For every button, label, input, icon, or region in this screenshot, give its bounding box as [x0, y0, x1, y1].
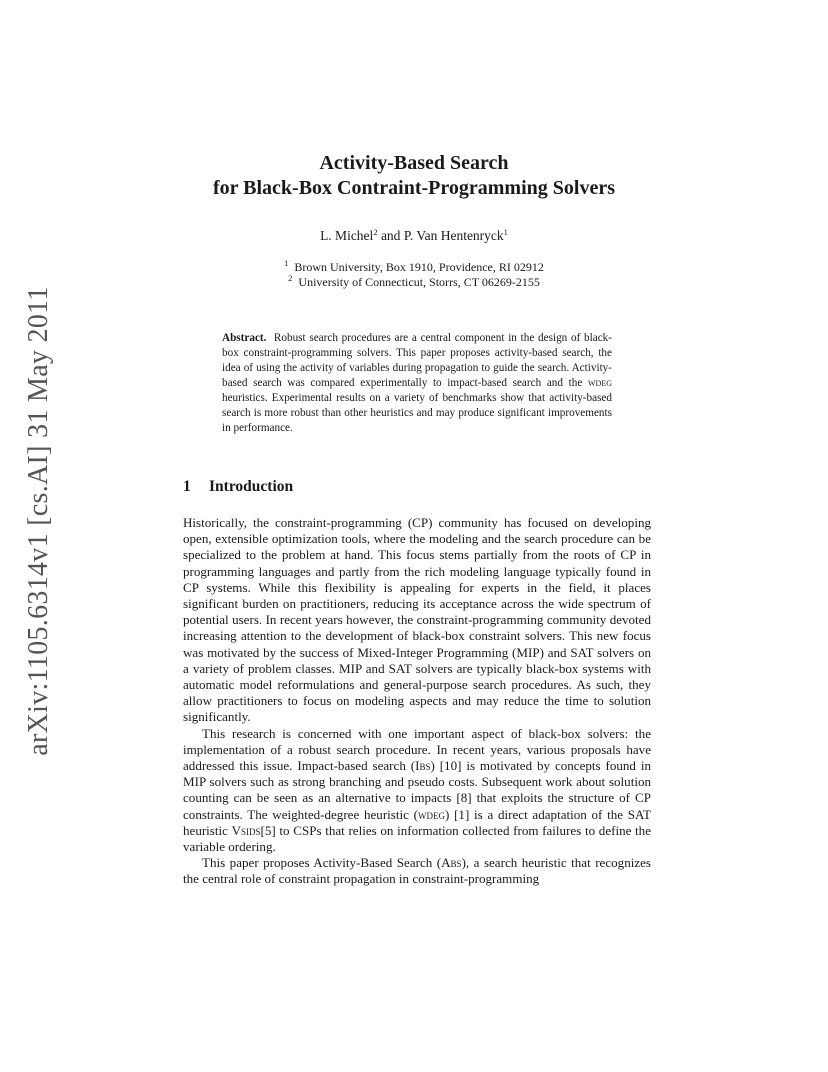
- affiliation-2: [0, 274, 828, 290]
- p2-text-a: This research is concerned with one important aspect of black-box solvers: the implementation of a robust search procedure. In recent years, various proposals have addressed this issue. Impact-based search (: [183, 725, 651, 774]
- p3-text-a: This paper proposes Activity-Based Search (: [202, 855, 442, 871]
- author-1: L. Michel: [320, 228, 374, 243]
- p2-ibs: Ibs: [415, 758, 431, 774]
- arxiv-side-identifier: [23, 286, 54, 756]
- authors: [0, 228, 828, 244]
- abstract: [222, 331, 612, 436]
- abstract-wdeg: wdeg: [588, 377, 612, 389]
- paper-title-line-1: Activity-Based Search: [319, 152, 509, 174]
- p2-wdeg: wdeg: [418, 806, 445, 822]
- abstract-text-a: Robust search procedures are a central component in the design of black-box constraint-programming solvers. This paper proposes activity-based search, the idea of using the activity of variables during propagation to guide the search. Activity-based search was compared experimentally to impact-based search and the: [222, 332, 613, 389]
- section-number: 1: [183, 478, 191, 495]
- affiliation-1-text: Brown University, Box 1910, Providence, RI 02912: [294, 260, 544, 274]
- p2-text-c: ) [1] is a direct adaptation of the SAT heuristic: [183, 806, 651, 838]
- affiliation-1: [0, 259, 828, 275]
- paragraph-2: [183, 726, 651, 856]
- section-heading: [183, 478, 293, 496]
- author-2-affil-mark: 1: [503, 227, 508, 237]
- abstract-label: Abstract.: [222, 332, 267, 344]
- p3-abs: Abs: [441, 855, 462, 871]
- affiliation-2-text: University of Connecticut, Storrs, CT 06269-2155: [298, 275, 540, 289]
- section-title: Introduction: [209, 478, 294, 495]
- arxiv-identifier-text: arXiv:1105.6314v1 [cs.AI] 31 May 2011: [23, 286, 54, 756]
- paragraph-3: [183, 855, 651, 887]
- p2-text-d: [5] to CSPs that relies on information collected from failures to define the variable ordering.: [183, 822, 652, 855]
- author-conjunction: and: [377, 228, 404, 243]
- paragraph-1: Historically, the constraint-programming (CP) community has focused on developing open, extensible optimization tools, where the modeling and the search procedure can be specialized to the problem at hand. This focus stems partially from the roots of CP in programming languages and partly from the rich modeling language typically found in CP systems. While this flexibility is appealing for experts in the field, it places significant burden on practitioners, reducing its acceptance across the wide spectrum of potential users. In recent years however, the constraint-programming community devoted increasing attention to the development of black-box constraint solvers. This new focus was motivated by the success of Mixed-Integer Programming (MIP) and SAT solvers on a variety of problem classes. MIP and SAT solvers are typically black-box systems with automatic model reformulations and general-purpose search procedures. As such, they allow practitioners to focus on modeling aspects and may reduce the time to solution significantly.: [183, 515, 651, 725]
- author-2: P. Van Hentenryck: [403, 228, 504, 243]
- affiliation-2-mark: 2: [288, 273, 293, 283]
- author-1-affil-mark: 2: [373, 227, 378, 237]
- p2-vsids: Vsids: [231, 822, 261, 838]
- p3-text-b: ), a search heuristic that recognizes the central role of constraint propagation in constraint-programming: [183, 855, 651, 887]
- p2-text-b: ) [10] is motivated by concepts found in MIP solvers such as strong branching and pseudo costs. Subsequent work about solution counting can be seen as an alternative to impacts [8] that exploits the structure of CP constraints. The weighted-degree heuristic (: [183, 758, 651, 822]
- paper-title-line-2: for Black-Box Contraint-Programming Solvers: [212, 177, 615, 199]
- affiliation-1-mark: 1: [284, 258, 289, 268]
- abstract-text-b: heuristics. Experimental results on a variety of benchmarks show that activity-based search is more robust than other heuristics and may produce significant improvements in performance.: [222, 392, 612, 434]
- introduction-body: [183, 515, 651, 888]
